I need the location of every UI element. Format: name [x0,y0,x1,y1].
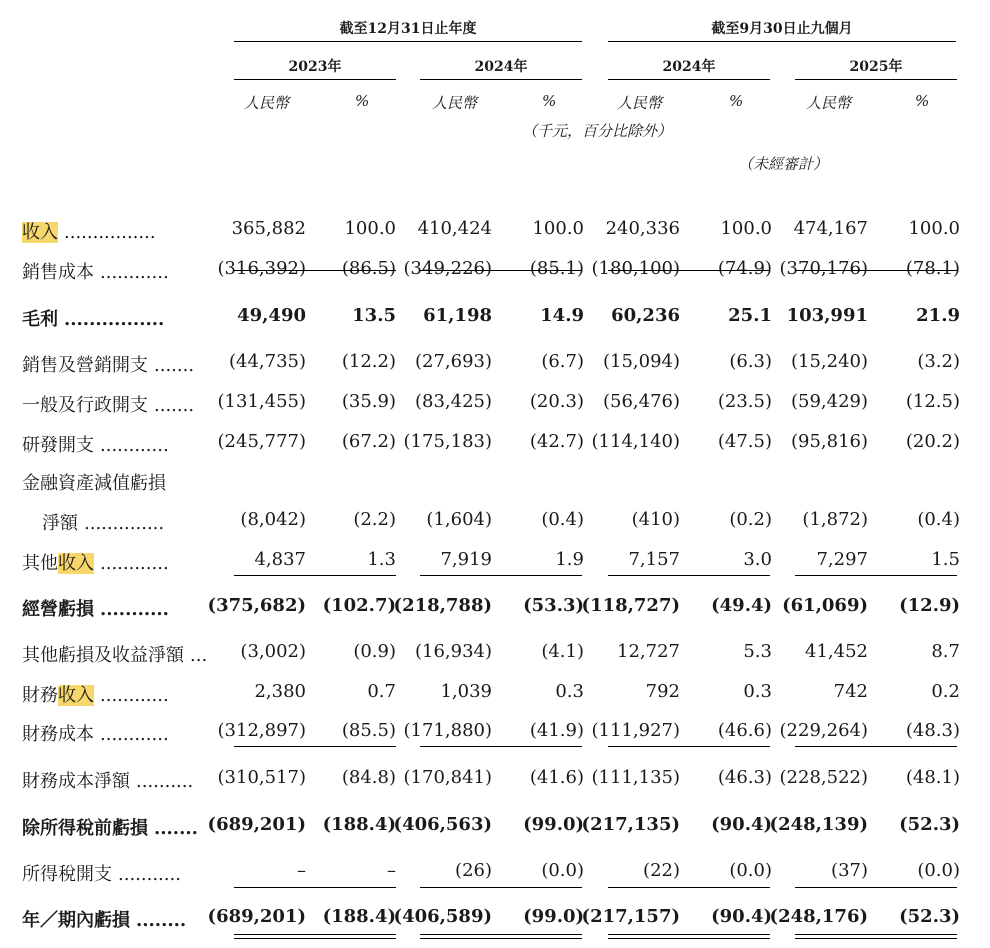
table-cell: 12,727 [617,641,680,662]
year-header-2023: 2023年 [288,59,342,75]
table-cell: (23.5) [717,391,772,412]
table-cell: (171,880) [403,720,492,741]
table-cell: (689,201) [207,814,306,835]
table-cell: 100.0 [344,218,396,239]
table-cell: 410,424 [417,218,492,239]
row-label [22,681,169,707]
leader-dots: ....... [154,355,195,376]
table-cell: (111,135) [591,767,680,788]
table-cell: (99.0) [523,814,584,835]
table-cell: (0.4) [917,509,960,530]
table-cell: 100.0 [532,218,584,239]
table-cell: (229,264) [779,720,868,741]
row-label-text: 淨額 [42,513,78,534]
table-cell: (310,517) [217,767,306,788]
table-cell: (85.5) [341,720,396,741]
table-cell: (67.2) [341,431,396,452]
leader-dots: ....... [154,395,195,416]
table-cell: (12.5) [905,391,960,412]
col-unit-rmb-2023: 人民幣 [244,94,290,112]
table-cell: 103,991 [786,305,868,326]
leader-dots: ........... [118,864,181,885]
row-label-text: 所得稅開支 [22,864,112,885]
year-header-2024-fy: 2024年 [474,59,528,75]
table-cell: (248,139) [769,814,868,835]
table-cell: (86.5) [341,258,396,279]
leader-dots: .......... [136,771,194,792]
total-double-rule [795,938,957,939]
table-cell: (0.0) [917,860,960,881]
subtotal-rule [420,270,582,271]
table-cell: (370,176) [779,258,868,279]
year-header-2025: 2025年 [849,59,903,75]
subtotal-rule [795,575,957,576]
table-cell: (245,777) [217,431,306,452]
leader-dots: ........... [100,599,169,620]
row-label-text: 金融資產減值虧損 [22,473,166,494]
row-label-text: 年／期內虧損 [22,910,130,931]
table-cell: 0.3 [555,681,584,702]
leader-dots: ............ [100,553,169,574]
table-cell: (6.3) [729,351,772,372]
table-cell: 0.7 [367,681,396,702]
row-label-text: 財務成本 [22,724,94,745]
table-cell: (0.2) [729,509,772,530]
table-cell: (111,927) [591,720,680,741]
table-cell: (41.6) [529,767,584,788]
table-cell: (349,226) [403,258,492,279]
table-cell: (46.3) [717,767,772,788]
row-label [22,860,181,886]
table-cell: (90.4) [711,814,772,835]
year-header-2024-9m: 2024年 [662,59,716,75]
table-cell: (188.4) [322,814,396,835]
row-label-text: 其他虧損及收益淨額 [22,645,184,666]
table-cell: 7,157 [628,549,680,570]
row-label [22,391,194,417]
col-unit-rmb-2024-fy: 人民幣 [432,94,478,112]
table-cell: 1,039 [440,681,492,702]
col-unit-pct-2024-fy: % [542,92,557,110]
table-cell: (0.0) [729,860,772,881]
table-cell: (49.4) [711,595,772,616]
table-cell: 25.1 [728,305,772,326]
group-rule-fy [234,41,582,42]
table-cell: (218,788) [393,595,492,616]
row-label-text: 毛利 [22,309,58,330]
table-cell: (52.3) [899,906,960,927]
subtotal-rule [795,270,957,271]
table-cell: (83,425) [414,391,492,412]
row-label [22,814,198,840]
subtotal-rule [234,575,396,576]
table-cell: (228,522) [779,767,868,788]
table-cell: (35.9) [341,391,396,412]
total-double-rule [608,934,770,935]
table-cell: (0.0) [541,860,584,881]
table-cell: (375,682) [207,595,306,616]
table-cell: (52.3) [899,814,960,835]
col-unit-pct-2025: % [915,92,930,110]
group-header-fiscal-year: 截至12月31日止年度 [339,21,477,37]
table-cell: (48.1) [905,767,960,788]
table-cell: (180,100) [591,258,680,279]
table-cell: (61,069) [782,595,868,616]
total-double-rule [608,938,770,939]
table-cell: (59,429) [790,391,868,412]
table-cell: (248,176) [769,906,868,927]
row-label [22,906,186,932]
table-cell: 0.3 [743,681,772,702]
table-cell: (114,140) [591,431,680,452]
leader-dots: ............ [100,435,169,456]
table-cell: (175,183) [403,431,492,452]
row-label-text: 經營虧損 [22,599,94,620]
table-cell: 49,490 [237,305,306,326]
subtotal-rule [608,887,770,888]
table-cell: 21.9 [916,305,960,326]
table-cell: 7,297 [816,549,868,570]
subtotal-rule [420,575,582,576]
row-label-prefix: 財務 [22,685,58,706]
subtotal-rule [420,746,582,747]
col-unit-pct-2023: % [355,92,370,110]
table-cell: (102.7) [322,595,396,616]
highlighted-term: 收入 [22,222,58,243]
table-cell: (131,455) [217,391,306,412]
row-label-prefix: 其他 [22,553,58,574]
table-cell: 474,167 [793,218,868,239]
leader-dots: .............. [84,513,165,534]
row-label-text: 財務成本淨額 [22,771,130,792]
table-cell: 61,198 [423,305,492,326]
row-label-text: 銷售成本 [22,262,94,283]
row-label [22,258,169,284]
group-header-nine-months: 截至9月30日止九個月 [711,21,853,37]
subtotal-rule [795,887,957,888]
table-cell: (16,934) [414,641,492,662]
table-cell: (48.3) [905,720,960,741]
table-cell: (22) [643,860,680,881]
table-cell: 100.0 [908,218,960,239]
col-unit-pct-2024-9m: % [729,92,744,110]
table-cell: (15,094) [602,351,680,372]
table-cell: (3,002) [240,641,306,662]
table-cell: – [297,860,306,881]
table-cell: 3.0 [743,549,772,570]
table-cell: (6.7) [541,351,584,372]
table-cell: (406,589) [393,906,492,927]
subtotal-rule [795,746,957,747]
table-cell: (217,157) [581,906,680,927]
table-cell: (12.9) [899,595,960,616]
table-cell: (78.1) [905,258,960,279]
table-cell: (41.9) [529,720,584,741]
table-cell: (217,135) [581,814,680,835]
row-label [22,549,169,575]
total-double-rule [420,934,582,935]
table-cell: (1,872) [802,509,868,530]
table-cell: – [387,860,396,881]
table-cell: (1,604) [426,509,492,530]
table-cell: (37) [831,860,868,881]
subtotal-rule [608,270,770,271]
col-unit-rmb-2024-9m: 人民幣 [617,94,663,112]
year-rule-2024-fy [420,79,582,80]
table-cell: (12.2) [341,351,396,372]
leader-dots: ....... [154,818,198,839]
table-cell: (406,563) [393,814,492,835]
leader-dots: ........ [136,910,187,931]
table-cell: (84.8) [341,767,396,788]
table-cell: (42.7) [529,431,584,452]
total-double-rule [420,938,582,939]
subtotal-rule [234,746,396,747]
table-cell: (410) [631,509,680,530]
subtotal-rule [234,270,396,271]
table-cell: 5.3 [743,641,772,662]
row-label [22,351,194,377]
leader-dots: ............ [100,262,169,283]
row-label [22,641,207,667]
table-cell: 4,837 [254,549,306,570]
subtotal-rule [608,575,770,576]
table-cell: (26) [455,860,492,881]
table-cell: (20.3) [529,391,584,412]
table-cell: 41,452 [805,641,868,662]
row-label [42,509,164,535]
table-cell: 0.2 [931,681,960,702]
table-cell: (20.2) [905,431,960,452]
row-label-text: 研發開支 [22,435,94,456]
table-cell: 8.7 [931,641,960,662]
table-cell: 7,919 [440,549,492,570]
row-label [22,218,156,244]
table-cell: (27,693) [414,351,492,372]
table-cell: (53.3) [523,595,584,616]
table-cell: (312,897) [217,720,306,741]
row-label [22,720,169,746]
table-cell: 14.9 [540,305,584,326]
table-cell: (74.9) [717,258,772,279]
table-cell: (47.5) [717,431,772,452]
table-cell: 1.3 [367,549,396,570]
table-cell: (15,240) [790,351,868,372]
total-double-rule [795,934,957,935]
leader-dots: ................ [64,309,165,330]
table-cell: 13.5 [352,305,396,326]
leader-dots: ... [190,645,208,666]
table-cell: (85.1) [529,258,584,279]
highlighted-term: 收入 [58,685,94,706]
table-cell: (0.4) [541,509,584,530]
table-cell: (118,727) [581,595,680,616]
table-cell: (188.4) [322,906,396,927]
table-cell: (316,392) [217,258,306,279]
row-label [22,767,193,793]
table-cell: (46.6) [717,720,772,741]
table-cell: 742 [833,681,868,702]
table-cell: (2.2) [353,509,396,530]
leader-dots: ............ [100,685,169,706]
year-rule-2023 [234,79,396,80]
table-cell: 1.9 [555,549,584,570]
subtotal-rule [420,887,582,888]
year-rule-2024-9m [608,79,770,80]
table-cell: 100.0 [720,218,772,239]
table-cell: 60,236 [611,305,680,326]
row-label [22,469,166,495]
row-label-text: 除所得稅前虧損 [22,818,148,839]
total-double-rule [234,934,396,935]
table-cell: 240,336 [605,218,680,239]
table-cell: (90.4) [711,906,772,927]
col-unit-rmb-2025: 人民幣 [806,94,852,112]
table-cell: (170,841) [403,767,492,788]
total-double-rule [234,938,396,939]
subtotal-rule [234,887,396,888]
table-cell: (56,476) [602,391,680,412]
row-label-text: 一般及行政開支 [22,395,148,416]
group-rule-9m [608,41,956,42]
row-label [22,431,169,457]
table-cell: (95,816) [790,431,868,452]
row-label [22,305,164,331]
table-cell: 1.5 [931,549,960,570]
table-cell: (4.1) [541,641,584,662]
table-cell: 365,882 [231,218,306,239]
table-cell: (3.2) [917,351,960,372]
highlighted-term: 收入 [58,553,94,574]
year-rule-2025 [795,79,957,80]
subtotal-rule [608,746,770,747]
leader-dots: ............ [100,724,169,745]
table-cell: 792 [645,681,680,702]
leader-dots: ................ [64,222,156,243]
row-label [22,595,169,621]
table-cell: (689,201) [207,906,306,927]
row-label-text: 銷售及營銷開支 [22,355,148,376]
table-cell: (8,042) [240,509,306,530]
unaudited-note: （未經審計） [738,155,829,173]
table-cell: (44,735) [228,351,306,372]
unit-note: （千元，百分比除外） [522,122,673,140]
table-cell: (99.0) [523,906,584,927]
table-cell: (0.9) [353,641,396,662]
table-cell: 2,380 [254,681,306,702]
